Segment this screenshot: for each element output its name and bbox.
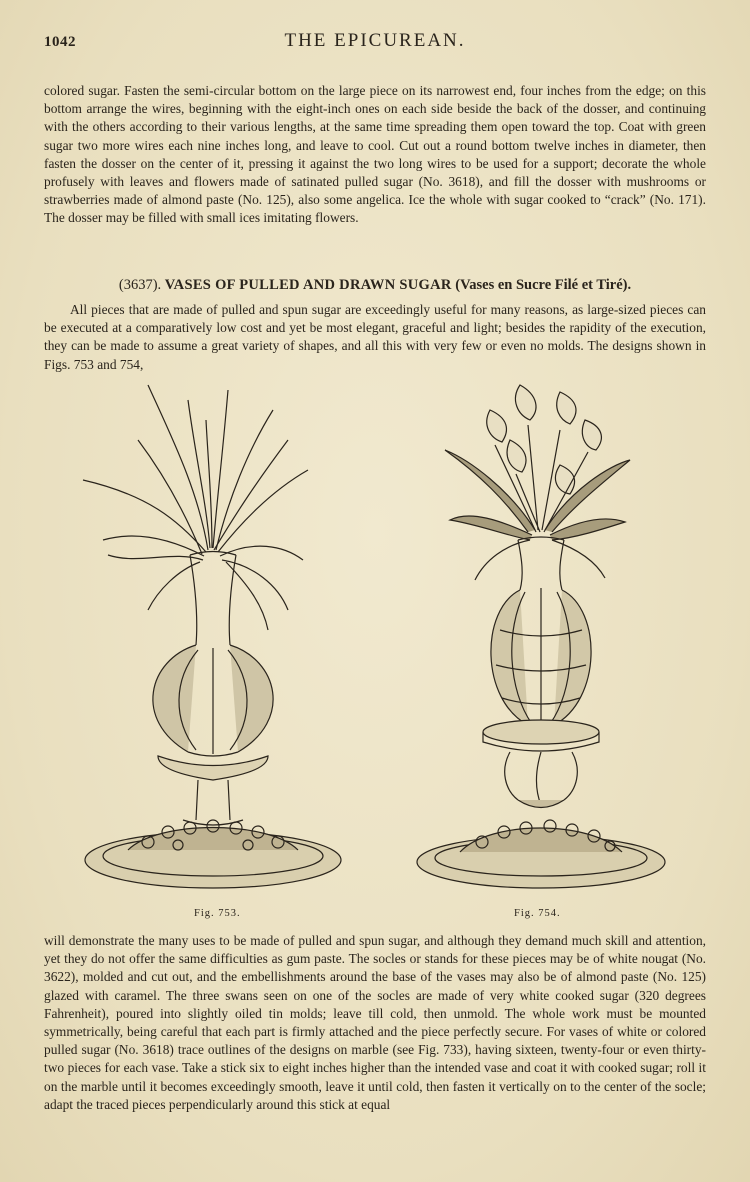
paragraph-3: will demonstrate the many uses to be made of pulled and spun sugar, and although they demand much skill and attention, yet they do not offer the same difficulties as gum paste. The socles or stands for these pieces may be of white nougat (No. 3622), molded and cut out, and the embellishments around the base of the vases may also be of almond paste (No. 125) glazed with caramel. The three swans seen on one of the socles are made of very white cooked sugar (320 degrees Fahrenheit), poured into slightly oiled tin molds; leave till cold, then unmold. The whole work must be mounted symmetrically, being careful that each part is firmly attached and the piece perfectly secure. For vases of white or colored pulled sugar (No. 3618) trace outlines of the designs on marble (see Fig. 733), having sixteen, twenty-four or even thirty-two pieces for each vase. Take a stick six to eight inches higher than the intended vase and coat it with cooked sugar; roll it on the marble until it becomes exceedingly smooth, leave it until cold, then fasten it vertically on to the center of the socle; adapt the traced pieces perpendicularly around this stick at equal [44,933,706,1112]
paragraph-1: colored sugar. Fasten the semi-circular bottom on the large piece on its narrowest end, four inches from the edge; on this bottom arrange the wires, beginning with the eight-inch ones on each side beside the back of the dosser, and continuing with the others according to their various lengths, at the same time spreading them open toward the top. Coat with green sugar two more wires each nine inches long, and leave to cool. Cut out a round bottom twelve inches in diameter, then fasten the dosser on the center of it, pressing it against the two long wires to be used for a support; decorate the whole profusely with leaves and flowers made of satinated pulled sugar (No. 3618), and fill the dosser with mushrooms or strawberries made of almond paste (No. 125), also some angelica. Ice the whole with sugar cooked to “crack” (No. 171). The dosser may be filled with small ices imitating flowers. [44,83,706,226]
figure-753-vase-illustration [78,380,348,900]
figure-753-caption: Fig. 753. [194,908,241,919]
section-heading [44,277,706,294]
figure-754-vase-illustration [410,380,672,900]
page-number: 1042 [44,34,76,50]
running-title: THE EPICUREAN. [284,30,466,51]
section-title: VASES OF PULLED AND DRAWN SUGAR [164,277,452,293]
page-header [44,30,706,62]
section-subtitle: (Vases en Sucre Filé et Tiré). [455,277,632,293]
figure-754-caption: Fig. 754. [514,908,561,919]
paragraph-2: All pieces that are made of pulled and spun sugar are exceedingly useful for many reasons, as large-sized pieces can be executed at a comparatively low cost and yet be most elegant, graceful and light; besides the rapidity of the execution, they can be made to assume a great variety of shapes, and all this with very few or even no molds. The designs shown in Figs. 753 and 754, [44,302,706,372]
section-number: (3637). [118,277,162,293]
